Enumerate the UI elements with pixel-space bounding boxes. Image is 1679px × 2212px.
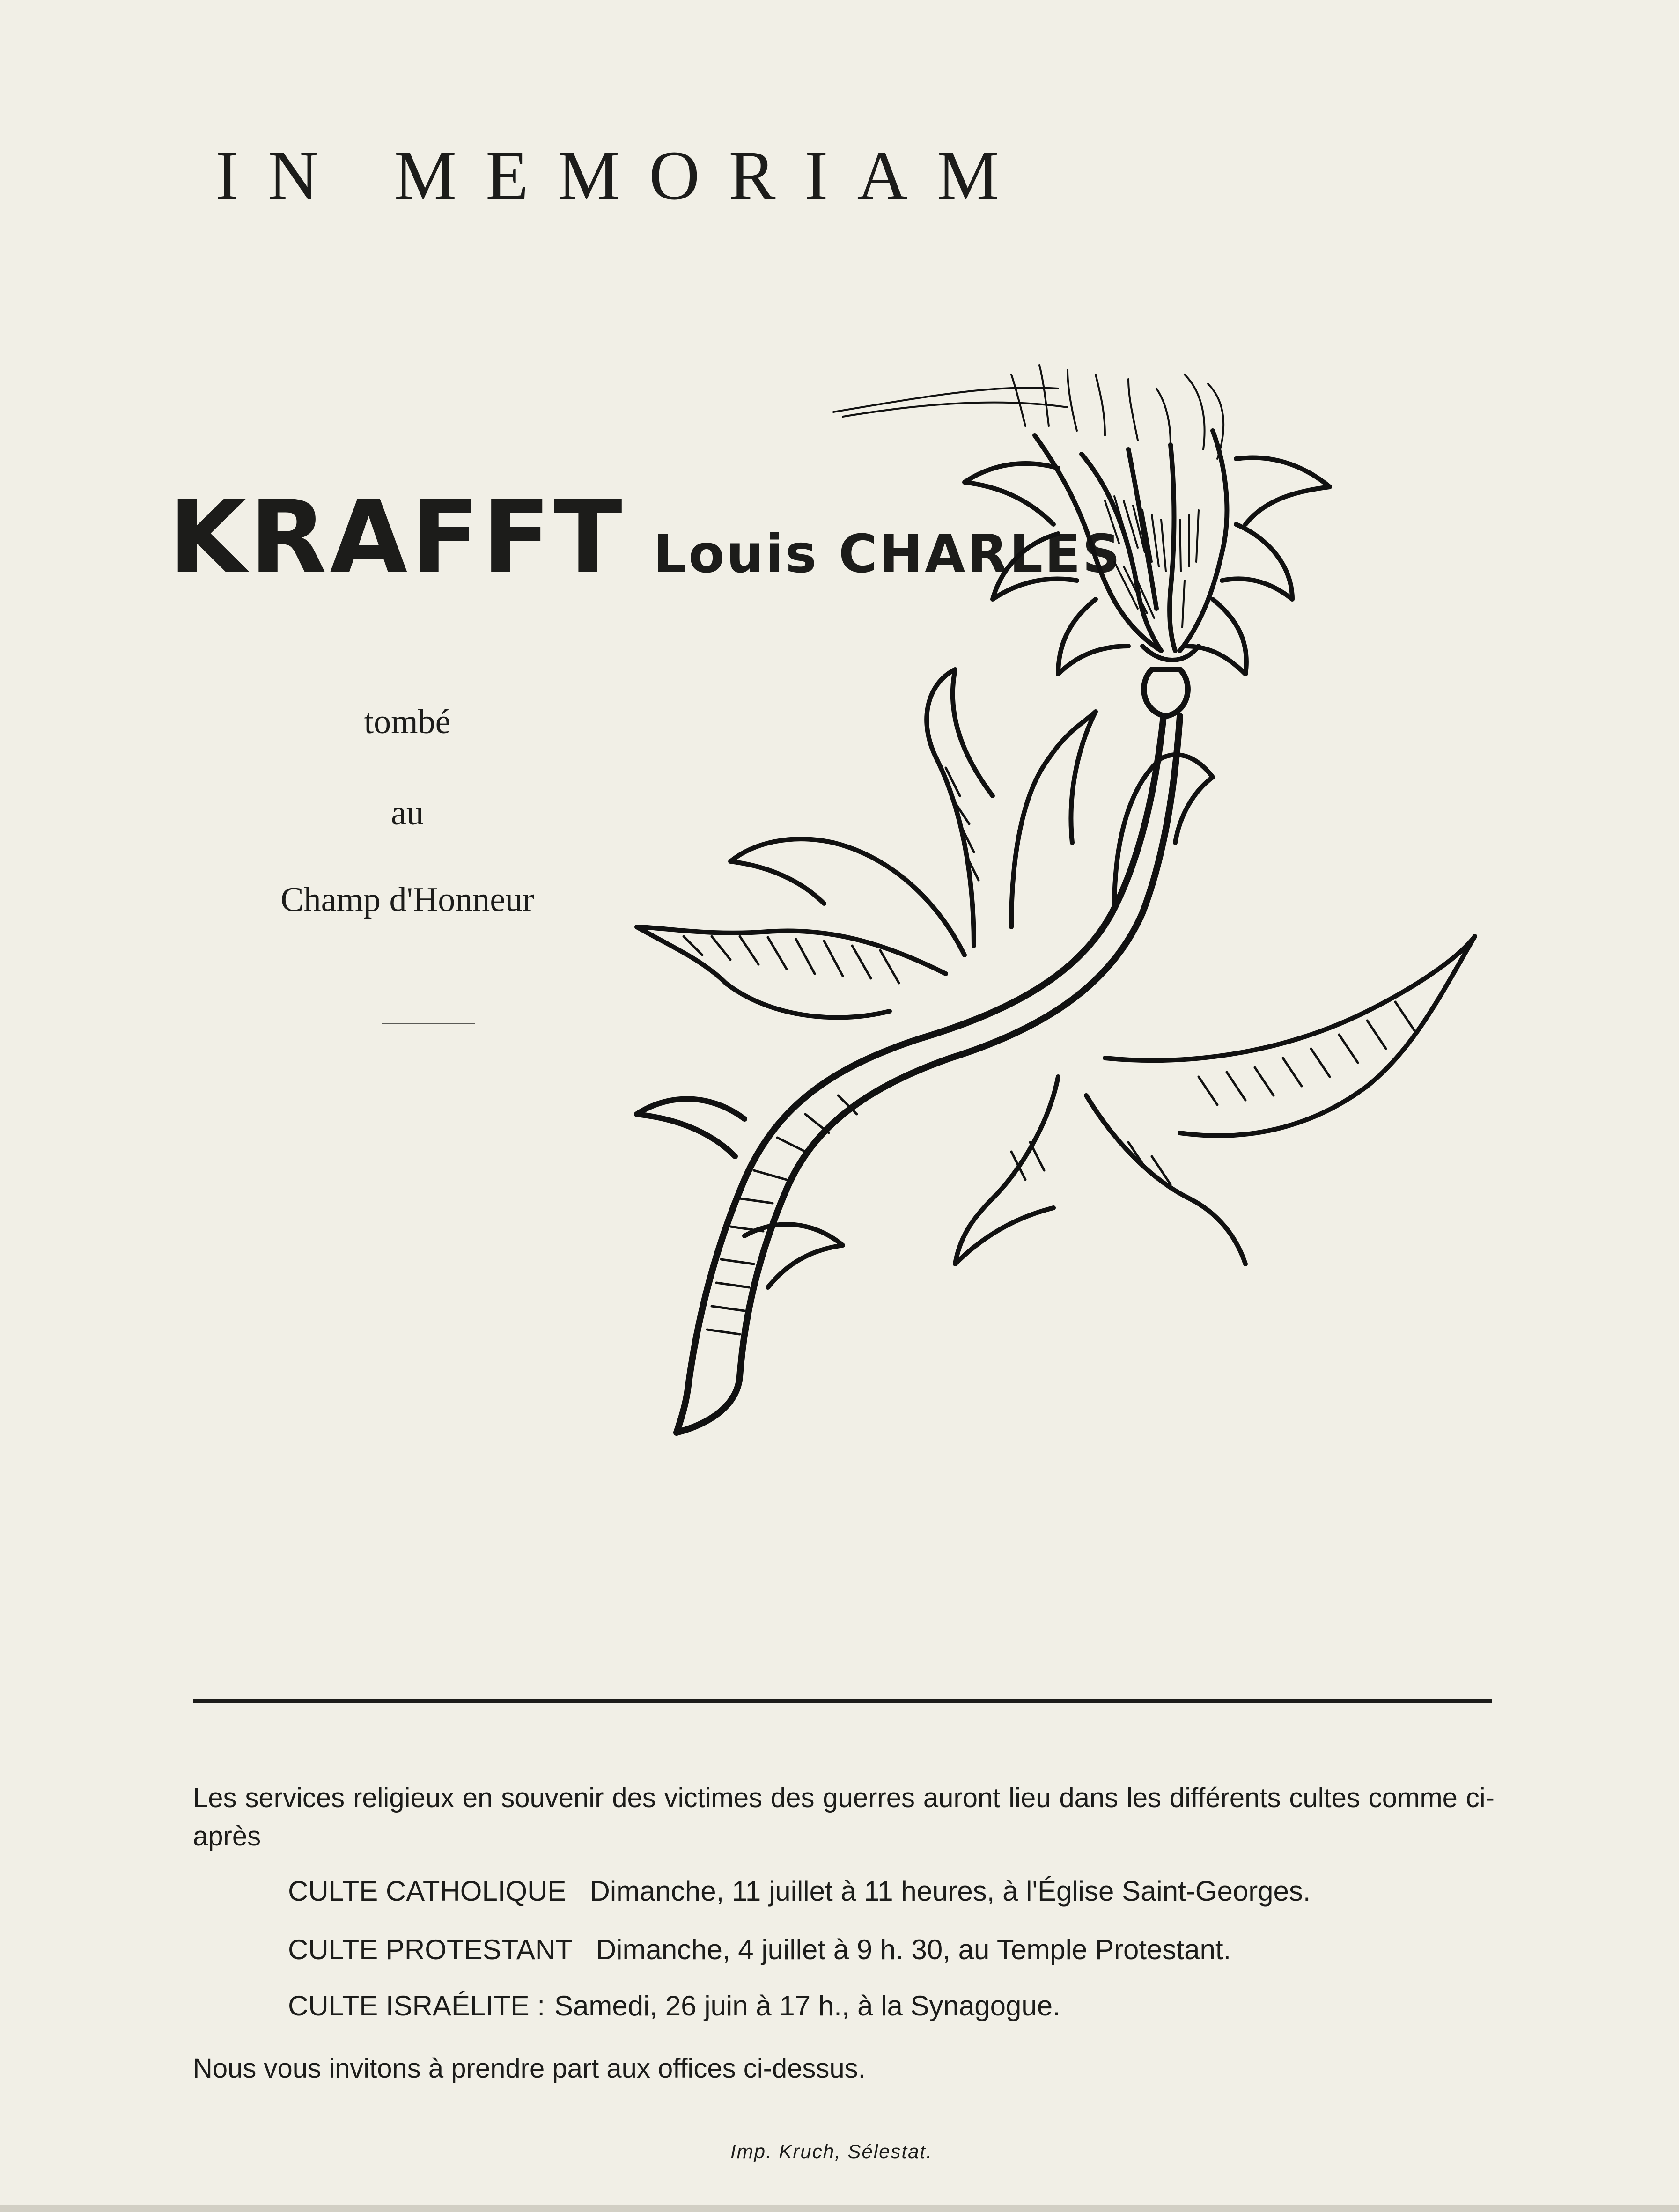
- service-details: Dimanche, 4 juillet à 9 h. 30, au Temple Protestant.: [596, 1934, 1231, 1965]
- short-divider: [382, 1023, 475, 1024]
- service-item: [288, 1992, 1060, 2020]
- honoree-surname: KRAFFT: [169, 478, 625, 596]
- printer-imprint: Imp. Kruch, Sélestat.: [730, 2140, 933, 2162]
- services-notice: Les services religieux en souvenir des victimes des guerres auront lieu dans les différents cultes comme ci-après: [193, 1783, 1495, 1852]
- page-title: IN MEMORIAM: [215, 137, 1029, 214]
- service-item: [288, 1877, 1311, 1905]
- tribute-line-1: tombé: [364, 703, 451, 741]
- tribute-line-3: Champ d'Honneur: [280, 881, 534, 919]
- service-label: CULTE PROTESTANT: [288, 1934, 573, 1965]
- service-label: CULTE CATHOLIQUE: [288, 1875, 567, 1907]
- invitation-text: Nous vous invitons à prendre part aux offices ci-dessus.: [193, 2053, 866, 2084]
- service-label: CULTE ISRAÉLITE :: [288, 1990, 545, 2021]
- tribute-line-2: au: [391, 794, 424, 832]
- service-item: [288, 1936, 1231, 1964]
- honoree-given-names: Louis CHARLES: [653, 524, 1122, 585]
- thistle-icon: [590, 346, 1526, 1564]
- section-divider: [193, 1699, 1492, 1703]
- service-details: Samedi, 26 juin à 17 h., à la Synagogue.: [554, 1990, 1060, 2021]
- service-details: Dimanche, 11 juillet à 11 heures, à l'Église Saint-Georges.: [589, 1875, 1311, 1907]
